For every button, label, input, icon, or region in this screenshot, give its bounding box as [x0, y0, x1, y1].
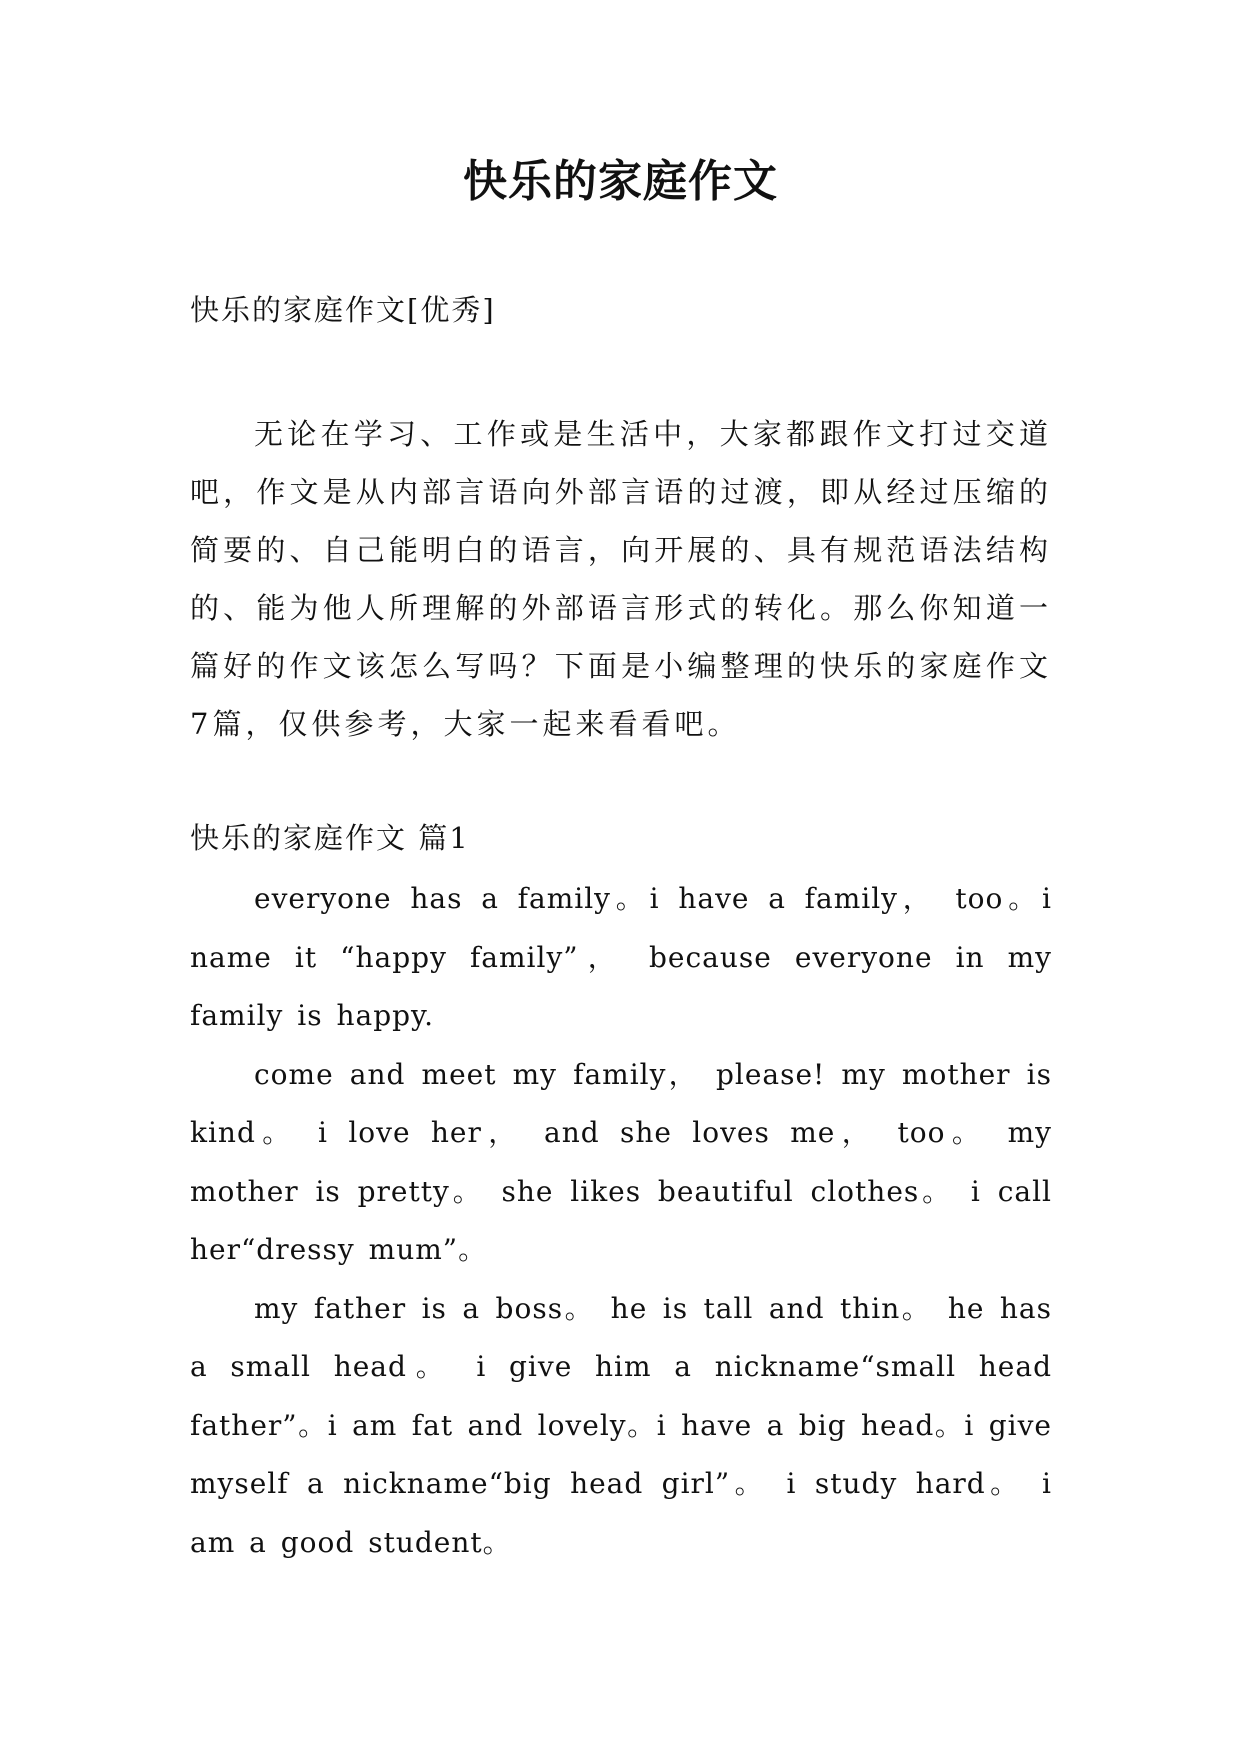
- section-heading: 快乐的家庭作文 篇1: [190, 821, 470, 855]
- document-subtitle: 快乐的家庭作文[优秀]: [190, 293, 496, 327]
- essay-paragraph: come and meet my family， please! my mother is kind。 i love her， and she loves me， too。 my mother is pretty。 she likes beautiful clothes。 i call her“dressy mum”。: [190, 1057, 1052, 1266]
- intro-paragraph: 无论在学习、工作或是生活中，大家都跟作文打过交道吧，作文是从内部言语向外部言语的过渡，即从经过压缩的简要的、自己能明白的语言，向开展的、具有规范语法结构的、能为他人所理解的外部语言形式的转化。那么你知道一篇好的作文该怎么写吗？下面是小编整理的快乐的家庭作文7篇，仅供参考，大家一起来看看吧。: [190, 417, 1052, 741]
- essay-paragraph: my father is a boss。 he is tall and thin。 he has a small head。 i give him a nickname“small head father”。i am fat and lovely。i have a big head。i give myself a nickname“big head girl”。 i study hard。 i am a good student。: [190, 1291, 1052, 1559]
- essay-paragraph: everyone has a family。i have a family， too。i name it “happy family”， because everyone in my family is happy.: [190, 882, 1052, 1032]
- essay-body: [190, 870, 1052, 1572]
- document-title: 快乐的家庭作文: [463, 156, 778, 207]
